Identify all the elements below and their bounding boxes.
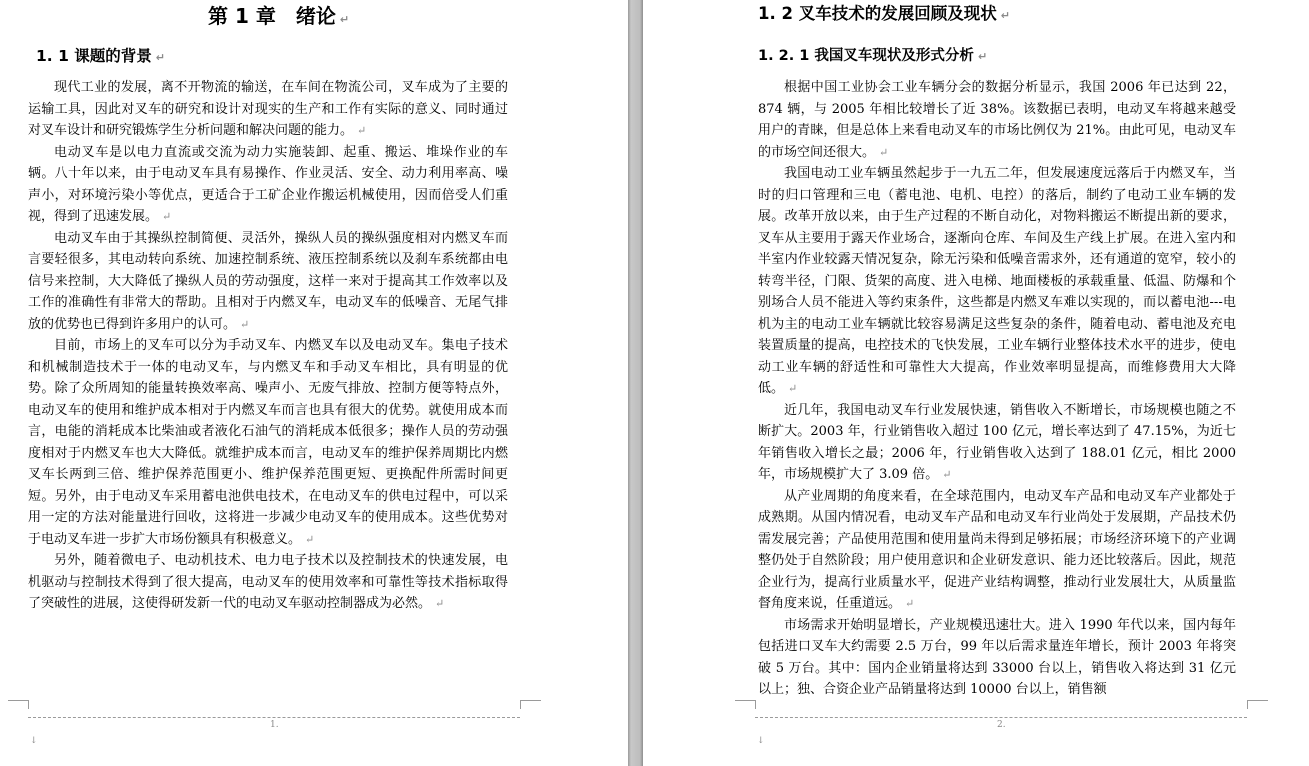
paragraph: 从产业周期的角度来看，在全球范围内，电动叉车产品和电动叉车产业都处于成熟期。从国内情况看，电动叉车产品和电动叉车行业尚处于发展期，产品技术仍需发展完善；产品使用范围和使用量尚未得到足够拓展；市场经济环境下的产业调整仍处于自然阶段；用户使用意识和企业研发意识、能力还比较落后。因此，规范企业行为，提高行业质量水平，促进产业结构调整，推动行业发展壮大，从质量监督角度来说，任重道远。 ↵	[758, 488, 1236, 611]
section-heading-1-2: 1. 2 叉车技术的发展回顾及现状 ↵	[758, 4, 1010, 23]
paragraph: 近几年，我国电动叉车行业发展快速，销售收入不断增长，市场规模也随之不断扩大。2003 年，行业销售收入超过 100 亿元，增长率达到了 47.15%，为近七年销售收入增长之最；2006 年，行业销售收入达到了 188.01 亿元，相比 2000 年，市场规模扩大了 3.09 倍。 ↵	[758, 402, 1236, 482]
paragraph: 根据中国工业协会工业车辆分会的数据分析显示，我国 2006 年已达到 22，874 辆，与 2005 年相比较增长了近 38%。该数据已表明，电动叉车将越来越受用户的青睐，但是总体上来看电动叉车的市场比例仅为 21%。由此可见，电动叉车的市场空间还很大。 ↵	[758, 80, 1236, 160]
chapter-title: 第 1 章 绪论 ↵	[208, 4, 350, 28]
page-number: 1.	[270, 720, 279, 730]
page-2-body	[758, 77, 1236, 701]
footer-corner-mark	[1247, 700, 1268, 709]
paragraph: 市场需求开始明显增长，产业规模迅速壮大。进入 1990 年代以来，国内每年包括进口叉车大约需要 2.5 万台，99 年以后需求量连年增长，预计 2003 年将突破 5 万台。其中：国内企业销量将达到 33000 台以上，销售收入将达到 31 亿元以上；独、合资企业产品销量将达到 10000 台以上，销售额	[758, 617, 1236, 697]
document-page-1	[0, 0, 628, 766]
footer-divider	[755, 717, 1247, 718]
footer-divider	[28, 717, 520, 718]
document-page-2	[643, 0, 1309, 766]
page-number: 2.	[997, 720, 1006, 730]
page-1-body	[28, 77, 508, 615]
paragraph: 现代工业的发展，离不开物流的输送，在车间在物流公司，叉车成为了主要的运输工具，因此对叉车的研究和设计对现实的生产和工作有实际的意义、同时通过对叉车设计和研究锻炼学生分析问题和解决问题的能力。 ↵	[28, 80, 508, 138]
paragraph: 电动叉车是以电力直流或交流为动力实施装卸、起重、搬运、堆垛作业的车辆。八十年以来，由于电动叉车具有易操作、作业灵活、安全、动力利用率高、噪声小，对环境污染小等优点，更适合于工矿企业作搬运机械使用，因而倍受人们重视，得到了迅速发展。 ↵	[28, 144, 508, 224]
paragraph-mark: ↓	[30, 736, 38, 746]
footer-corner-mark	[8, 700, 29, 709]
page-gutter	[628, 0, 643, 766]
paragraph-mark: ↓	[757, 736, 765, 746]
footer-corner-mark	[735, 700, 756, 709]
paragraph: 我国电动工业车辆虽然起步于一九五二年，但发展速度远落后于内燃叉车，当时的归口管理和三电（蓄电池、电机、电控）的落后，制约了电动工业车辆的发展。改革开放以来，由于生产过程的不断自动化，对物料搬运不断提出新的要求，叉车从主要用于露天作业场合，逐渐向仓库、车间及生产线上扩展。在进入室内和半室内作业较露天情况复杂，除无污染和低噪音需求外，还有通道的宽窄，较小的转弯半径，门限、货架的高度、进入电梯、地面楼板的承载重量、低温、防爆和个别场合人员不能进入等约束条件，这些都是内燃叉车难以实现的，而以蓄电池---电机为主的电动工业车辆就比较容易满足这些复杂的条件，随着电动、蓄电池及充电装置质量的提高，电控技术的飞快发展，工业车辆行业整体技术水平的进步，使电动工业车辆的舒适性和可靠性大大提高，作业效率明显提高，而维修费用大大降低。 ↵	[758, 166, 1236, 396]
paragraph: 另外，随着微电子、电动机技术、电力电子技术以及控制技术的快速发展，电机驱动与控制技术得到了很大提高，电动叉车的使用效率和可靠性等技术指标取得了突破性的进展，这使得研发新一代的电动叉车驱动控制器成为必然。 ↵	[28, 553, 508, 611]
paragraph: 目前，市场上的叉车可以分为手动叉车、内燃叉车以及电动叉车。集电子技术和机械制造技术于一体的电动叉车，与内燃叉车和手动叉车相比，具有明显的优势。除了众所周知的能量转换效率高、噪声小、无废气排放、控制方便等特点外，电动叉车的使用和维护成本相对于内燃叉车而言也具有很大的优势。就使用成本而言，电能的消耗成本比柴油或者液化石油气的消耗成本低很多；操作人员的劳动强度相对于内燃叉车也大大降低。就维护成本而言，电动叉车的维护保养周期比内燃叉车长两到三倍、维护保养范围更小、维护保养范围更短、更换配件所需时间更短。另外，由于电动叉车采用蓄电池供电技术，在电动叉车的供电过程中，可以采用一定的方法对能量进行回收，这将进一步减少电动叉车的使用成本。这些优势对于电动叉车进一步扩大市场份额具有积极意义。 ↵	[28, 338, 508, 547]
paragraph: 电动叉车由于其操纵控制简便、灵活外，操纵人员的操纵强度相对内燃叉车而言要轻很多，其电动转向系统、加速控制系统、液压控制系统以及刹车系统都由电信号来控制，大大降低了操纵人员的劳动强度，这样一来对于提高其工作效率以及工作的准确性有非常大的帮助。且相对于内燃叉车，电动叉车的低噪音、无尾气排放的优势也已得到许多用户的认可。 ↵	[28, 230, 508, 332]
subsection-heading-1-2-1: 1. 2. 1 我国叉车现状及形式分析 ↵	[758, 48, 988, 64]
section-heading-1-1: 1. 1 课题的背景 ↵	[36, 47, 165, 65]
footer-corner-mark	[520, 700, 541, 709]
